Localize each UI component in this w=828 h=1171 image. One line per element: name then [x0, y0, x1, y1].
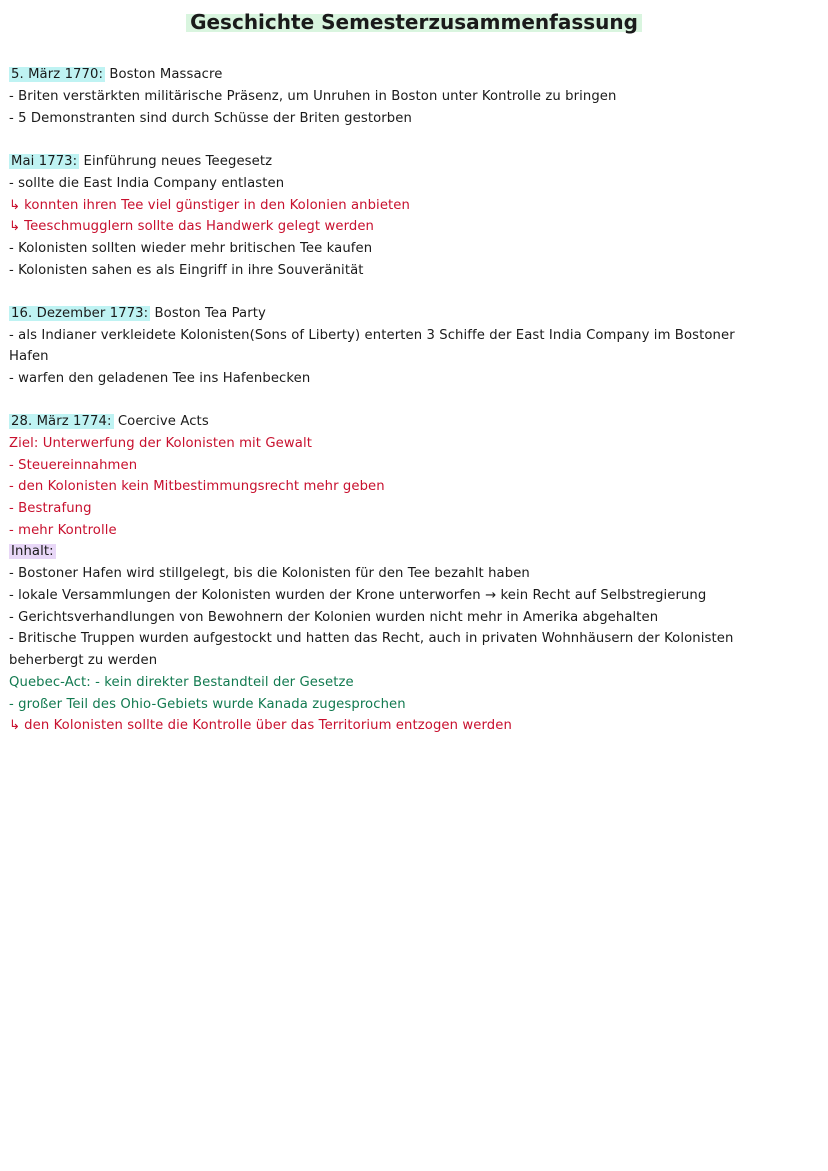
- section-heading-teegesetz: [9, 151, 272, 173]
- bullet-line: - als Indianer verkleidete Kolonisten(Sons of Liberty) enterten 3 Schiffe der East India Company im Bostoner: [9, 328, 735, 343]
- hook-arrow-icon: ↳: [9, 198, 21, 213]
- bullet-line: Hafen: [9, 349, 49, 364]
- bullet-line: - Briten verstärkten militärische Präsenz, um Unruhen in Boston unter Kontrolle zu bringen: [9, 89, 617, 104]
- sub-point-line: [9, 715, 512, 737]
- bullet-line: - sollte die East India Company entlasten: [9, 176, 285, 191]
- hook-arrow-icon: ↳: [9, 718, 21, 733]
- heading-text: Einführung neues Teegesetz: [79, 154, 273, 169]
- bullet-line: - warfen den geladenen Tee ins Hafenbecken: [9, 371, 311, 386]
- sub-point-text: konnten ihren Tee viel günstiger in den Kolonien anbieten: [24, 198, 410, 213]
- heading-text: Boston Tea Party: [150, 306, 266, 321]
- goal-line: Ziel: Unterwerfung der Kolonisten mit Gewalt: [9, 436, 312, 451]
- bullet-line: - Gerichtsverhandlungen von Bewohnern der Kolonien wurden nicht mehr in Amerika abgehalten: [9, 610, 659, 625]
- section-heading-boston-massacre: [9, 64, 222, 86]
- hook-arrow-icon: ↳: [9, 219, 21, 234]
- content-label-line: [9, 541, 56, 563]
- sub-point-text: den Kolonisten sollte die Kontrolle über das Territorium entzogen werden: [24, 718, 512, 733]
- section-heading-tea-party: [9, 303, 266, 325]
- goal-line: - den Kolonisten kein Mitbestimmungsrecht mehr geben: [9, 479, 385, 494]
- quebec-line: Quebec-Act: - kein direkter Bestandteil der Gesetze: [9, 675, 354, 690]
- heading-text: Boston Massacre: [105, 67, 223, 82]
- date-highlight: 28. März 1774:: [11, 414, 112, 429]
- sub-point-line: [9, 195, 410, 217]
- goal-line: - Bestrafung: [9, 501, 92, 516]
- date-highlight: 5. März 1770:: [11, 67, 104, 82]
- heading-text: Coercive Acts: [113, 414, 209, 429]
- bullet-line: beherbergt zu werden: [9, 653, 158, 668]
- content-label: Inhalt:: [11, 544, 54, 559]
- quebec-line: - großer Teil des Ohio-Gebiets wurde Kanada zugesprochen: [9, 697, 406, 712]
- goal-line: - Steuereinnahmen: [9, 458, 138, 473]
- date-highlight: 16. Dezember 1773:: [11, 306, 149, 321]
- goal-line: - mehr Kontrolle: [9, 523, 117, 538]
- bullet-line: - 5 Demonstranten sind durch Schüsse der Briten gestorben: [9, 111, 412, 126]
- section-heading-coercive-acts: [9, 411, 209, 433]
- date-highlight: Mai 1773:: [11, 154, 78, 169]
- bullet-line: - Bostoner Hafen wird stillgelegt, bis die Kolonisten für den Tee bezahlt haben: [9, 566, 530, 581]
- sub-point-line: [9, 216, 374, 238]
- bullet-line: - Kolonisten sollten wieder mehr britischen Tee kaufen: [9, 241, 373, 256]
- sub-point-text: Teeschmugglern sollte das Handwerk gelegt werden: [24, 219, 374, 234]
- page-title: [0, 10, 828, 34]
- page-title-text: Geschichte Semesterzusammenfassung: [186, 9, 642, 35]
- bullet-line: - Britische Truppen wurden aufgestockt und hatten das Recht, auch in privaten Wohnhäusern der Kolonisten: [9, 631, 734, 646]
- bullet-line: - lokale Versammlungen der Kolonisten wurden der Krone unterworfen → kein Recht auf Selbstregierung: [9, 588, 707, 603]
- bullet-line: - Kolonisten sahen es als Eingriff in ihre Souveränität: [9, 263, 364, 278]
